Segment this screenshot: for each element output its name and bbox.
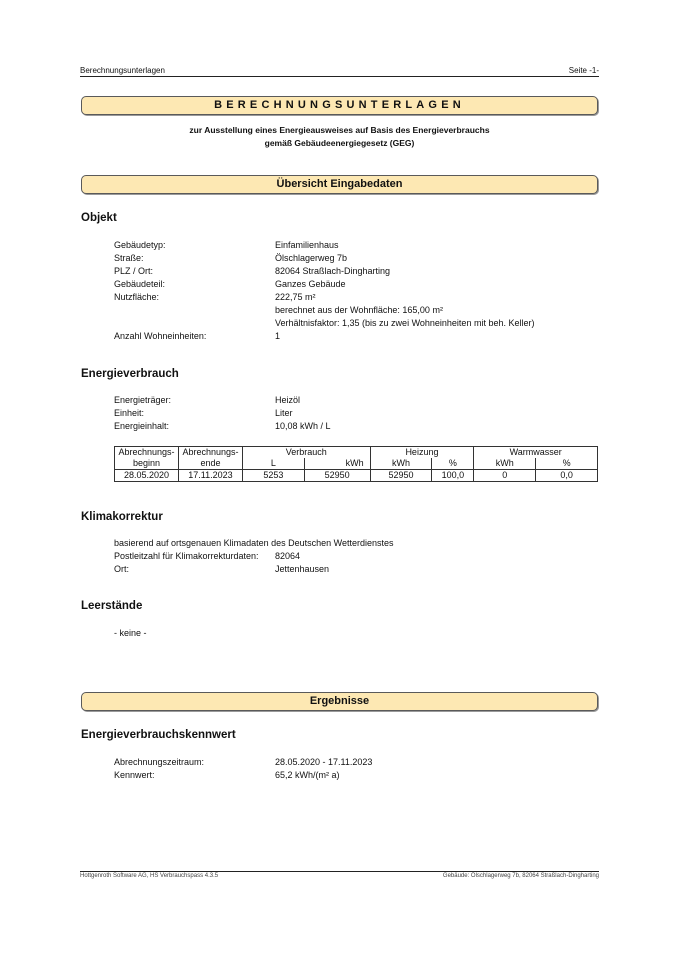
col-header-verbrauch: Verbrauch (242, 447, 370, 459)
section-heading-kennwert: Energieverbrauchskennwert (81, 729, 236, 741)
note-text: basierend auf ortsgenauen Klimadaten des Deutschen Wetterdienstes (114, 538, 394, 548)
footer-building: Gebäude: Ölschlagerweg 7b, 82064 Straßlach-Dingharting (442, 873, 599, 879)
section-heading-leerstaende: Leerstände (81, 600, 143, 612)
col-header-heizung: Heizung (370, 447, 474, 459)
detail-value: Einfamilienhaus (275, 240, 339, 250)
table-row (115, 470, 598, 482)
detail-value: 65,2 kWh/(m² a) (275, 770, 340, 780)
detail-row (114, 317, 534, 330)
detail-key: Postleitzahl für Klimakorrekturdaten: (114, 551, 259, 561)
klimakorrektur-note (114, 537, 394, 550)
detail-row (114, 550, 394, 563)
subheader-heizung-pct: % (432, 458, 474, 470)
detail-key: Energieträger: (114, 395, 172, 405)
detail-value: 82064 Straßlach-Dingharting (275, 266, 391, 276)
section-heading-klimakorrektur: Klimakorrektur (81, 511, 163, 523)
detail-key: Einheit: (114, 408, 145, 418)
subheader-warmwasser-pct: % (536, 458, 598, 470)
cell-heizung-kwh: 52950 (370, 470, 432, 482)
detail-row (114, 265, 534, 278)
title-banner: BERECHNUNGSUNTERLAGEN (81, 96, 598, 115)
detail-row (114, 563, 394, 576)
detail-row (114, 278, 534, 291)
overview-banner: Übersicht Eingabedaten (81, 175, 598, 194)
kennwert-details (114, 756, 372, 782)
subheader-ende: ende (178, 458, 242, 470)
detail-value: Verhältnisfaktor: 1,35 (bis zu zwei Wohneinheiten mit beh. Keller) (275, 318, 535, 328)
consumption-table (114, 446, 598, 482)
cell-beginn: 28.05.2020 (115, 470, 179, 482)
subtitle-line-2: gemäß Gebäudeenergiegesetz (GEG) (264, 138, 415, 148)
detail-row (114, 291, 534, 304)
detail-row (114, 252, 534, 265)
detail-value: Ölschlagerweg 7b (275, 253, 348, 263)
detail-key: Kennwert: (114, 770, 155, 780)
detail-value: 222,75 m² (275, 292, 316, 302)
objekt-details (114, 239, 534, 343)
detail-key: Ort: (114, 564, 129, 574)
detail-value: 82064 (275, 551, 301, 561)
cell-ende: 17.11.2023 (178, 470, 242, 482)
cell-verbrauch-l: 5253 (242, 470, 304, 482)
detail-key: Gebäudeteil: (114, 279, 166, 289)
cell-verbrauch-kwh: 52950 (304, 470, 370, 482)
detail-key (114, 317, 275, 330)
subheader-heizung-kwh: kWh (370, 458, 432, 470)
detail-key: Abrechnungszeitraum: (114, 757, 205, 767)
header-document-title: Berechnungsunterlagen (80, 66, 165, 75)
detail-value: 10,08 kWh / L (275, 421, 331, 431)
cell-heizung-pct: 100,0 (432, 470, 474, 482)
table-group-header-row (115, 447, 598, 459)
detail-key: Gebäudetyp: (114, 240, 166, 250)
detail-value: berechnet aus der Wohnfläche: 165,00 m² (275, 305, 443, 315)
header-page-number: Seite -1- (568, 66, 599, 75)
klimakorrektur-details (114, 537, 394, 576)
detail-key: Energieinhalt: (114, 421, 170, 431)
detail-row (114, 330, 534, 343)
subheader-warmwasser-kwh: kWh (474, 458, 536, 470)
col-header-ende: Abrechnungs- (178, 447, 242, 459)
detail-value: Liter (275, 408, 293, 418)
detail-value: 1 (275, 331, 281, 341)
detail-key: Anzahl Wohneinheiten: (114, 331, 207, 341)
subtitle (81, 124, 598, 150)
detail-row (114, 394, 331, 407)
page-footer (80, 871, 599, 879)
leerstaende-value: - keine - (114, 628, 147, 638)
col-header-warmwasser: Warmwasser (474, 447, 598, 459)
detail-key: Straße: (114, 253, 144, 263)
detail-row (114, 420, 331, 433)
results-banner: Ergebnisse (81, 692, 598, 711)
detail-value: Heizöl (275, 395, 301, 405)
subtitle-line-1: zur Ausstellung eines Energieausweises auf Basis des Energieverbrauchs (189, 125, 490, 135)
cell-warmwasser-kwh: 0 (474, 470, 536, 482)
detail-value: Ganzes Gebäude (275, 279, 346, 289)
energieverbrauch-details (114, 394, 331, 433)
subheader-verbrauch-kwh: kWh (304, 458, 370, 470)
detail-value: Jettenhausen (275, 564, 330, 574)
detail-key (114, 304, 275, 317)
detail-value: 28.05.2020 - 17.11.2023 (275, 757, 373, 767)
detail-row (114, 239, 534, 252)
subheader-beginn: beginn (115, 458, 179, 470)
page-header (80, 66, 599, 77)
section-heading-energieverbrauch: Energieverbrauch (81, 368, 179, 380)
detail-key: Nutzfläche: (114, 292, 160, 302)
col-header-beginn: Abrechnungs- (115, 447, 179, 459)
detail-row (114, 756, 372, 769)
subheader-verbrauch-l: L (242, 458, 304, 470)
cell-warmwasser-pct: 0,0 (536, 470, 598, 482)
table-sub-header-row (115, 458, 598, 470)
section-heading-objekt: Objekt (81, 212, 117, 224)
detail-key: PLZ / Ort: (114, 266, 154, 276)
detail-row (114, 304, 534, 317)
detail-row (114, 407, 331, 420)
detail-row (114, 769, 372, 782)
footer-software: Hottgenroth Software AG, HS Verbrauchspass 4.3.5 (80, 873, 219, 879)
